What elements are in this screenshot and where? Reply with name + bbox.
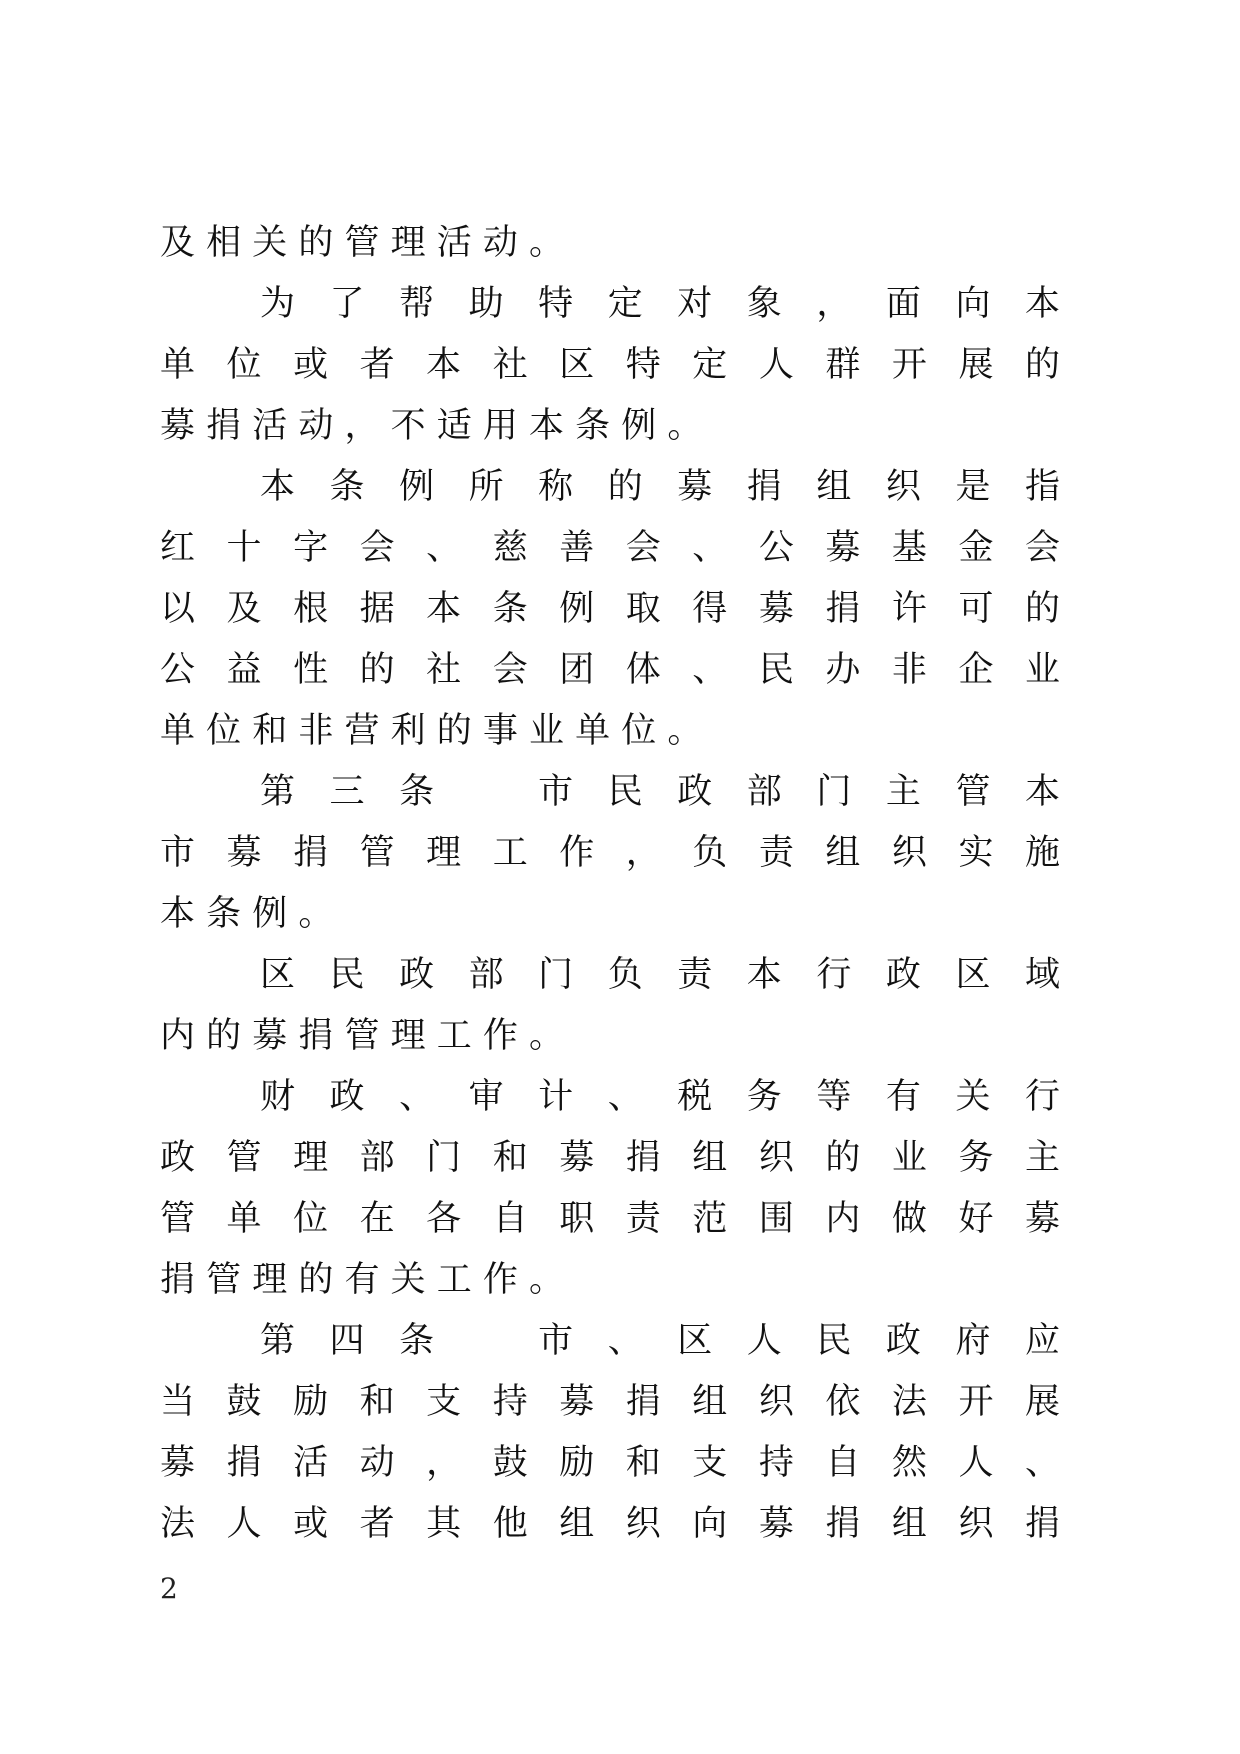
text-line <box>160 335 1060 396</box>
text-line <box>160 1006 1060 1067</box>
text-line-content: 管 单 位 在 各 自 职 责 范 围 内 做 好 募 <box>160 1199 1060 1239</box>
text-line-content: 红 十 字 会 、 慈 善 会 、 公 募 基 金 会 <box>160 528 1060 568</box>
text-line <box>160 1250 1060 1311</box>
text-line-content: 区 民 政 部 门 负 责 本 行 政 区 域 <box>260 955 1060 995</box>
text-line <box>160 1494 1060 1555</box>
text-line <box>160 396 1060 457</box>
text-line-content: 本 条 例 所 称 的 募 捐 组 织 是 指 <box>260 467 1060 507</box>
text-line-content: 政 管 理 部 门 和 募 捐 组 织 的 业 务 主 <box>160 1138 1060 1178</box>
text-line <box>160 579 1060 640</box>
text-line-content: 法 人 或 者 其 他 组 织 向 募 捐 组 织 捐 <box>160 1504 1060 1544</box>
body-text <box>160 213 1060 1555</box>
text-line <box>160 274 1060 335</box>
text-line-content: 以 及 根 据 本 条 例 取 得 募 捐 许 可 的 <box>160 589 1060 629</box>
text-line-content: 及 相 关 的 管 理 活 动 。 <box>160 223 565 263</box>
text-line-content: 本 条 例 。 <box>160 894 334 934</box>
text-line-content: 为 了 帮 助 特 定 对 象 ， 面 向 本 <box>260 284 1060 324</box>
text-line <box>160 884 1060 945</box>
text-line-content: 单 位 和 非 营 利 的 事 业 单 位 。 <box>160 711 703 751</box>
text-line-content: 募 捐 活 动 ， 不 适 用 本 条 例 。 <box>160 406 703 446</box>
text-line <box>160 701 1060 762</box>
text-line <box>160 1128 1060 1189</box>
text-line-content: 募 捐 活 动 ， 鼓 励 和 支 持 自 然 人 、 <box>160 1443 1060 1483</box>
text-line <box>160 1433 1060 1494</box>
text-line <box>160 1067 1060 1128</box>
text-line-content: 第 四 条 市 、 区 人 民 政 府 应 <box>260 1321 1060 1361</box>
text-line <box>160 640 1060 701</box>
text-line-content: 财 政 、 审 计 、 税 务 等 有 关 行 <box>260 1077 1060 1117</box>
text-line-content: 当 鼓 励 和 支 持 募 捐 组 织 依 法 开 展 <box>160 1382 1060 1422</box>
text-line <box>160 1189 1060 1250</box>
text-line-content: 市 募 捐 管 理 工 作 ， 负 责 组 织 实 施 <box>160 833 1060 873</box>
text-line <box>160 518 1060 579</box>
text-line <box>160 945 1060 1006</box>
text-line <box>160 1311 1060 1372</box>
text-line-content: 公 益 性 的 社 会 团 体 、 民 办 非 企 业 <box>160 650 1060 690</box>
text-line <box>160 823 1060 884</box>
text-line <box>160 457 1060 518</box>
text-line <box>160 1372 1060 1433</box>
page-number: 2 <box>160 1572 178 1605</box>
text-line-content: 内 的 募 捐 管 理 工 作 。 <box>160 1016 565 1056</box>
text-line-content: 第 三 条 市 民 政 部 门 主 管 本 <box>260 772 1060 812</box>
text-line-content: 单 位 或 者 本 社 区 特 定 人 群 开 展 的 <box>160 345 1060 385</box>
text-line-content: 捐 管 理 的 有 关 工 作 。 <box>160 1260 565 1300</box>
text-line <box>160 762 1060 823</box>
text-line <box>160 213 1060 274</box>
